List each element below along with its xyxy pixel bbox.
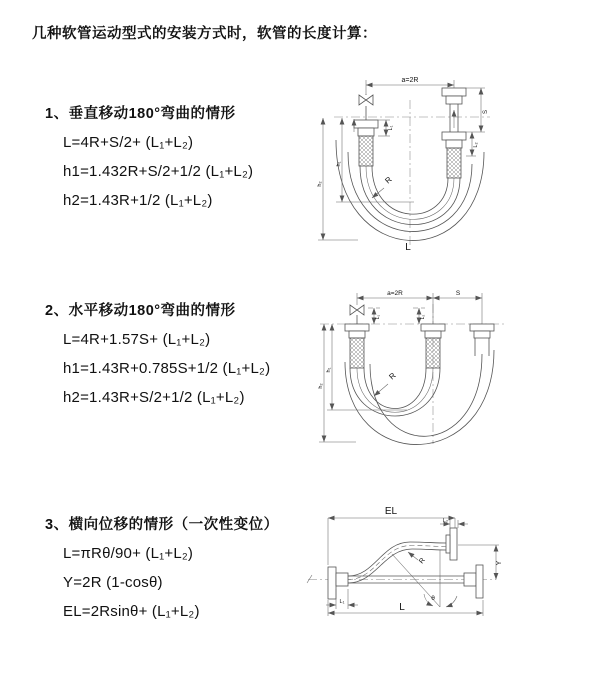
dimension-l1 bbox=[368, 308, 381, 324]
dim-l2-label: L₂ bbox=[420, 314, 426, 320]
formula-line: L=πRθ/90+ (L₁+L₂) bbox=[63, 545, 194, 562]
formula-line: h2=1.43R+S/2+1/2 (L₁+L₂) bbox=[63, 389, 245, 406]
dimension-stroke bbox=[466, 88, 489, 132]
formula-line: h2=1.43R+1/2 (L₁+L₂) bbox=[63, 192, 213, 209]
dimension-length bbox=[328, 600, 483, 616]
flange-fitting bbox=[470, 324, 494, 356]
dim-span-label: a=2R bbox=[387, 290, 403, 297]
dim-h2-label: h₂ bbox=[317, 181, 323, 187]
section-2 bbox=[45, 301, 270, 408]
dimension-h2 bbox=[317, 118, 358, 240]
dim-stroke-label: S bbox=[483, 109, 489, 115]
dim-l1-label: L₁ bbox=[388, 125, 394, 131]
diagram-lateral-displacement bbox=[300, 497, 600, 655]
formula-line: h1=1.432R+S/2+1/2 (L₁+L₂) bbox=[63, 163, 254, 180]
formula-line: L=4R+S/2+ (L₁+L₂) bbox=[63, 134, 194, 151]
section-2-heading: 2、水平移动180°弯曲的情形 bbox=[45, 303, 236, 319]
radius-label: R bbox=[387, 370, 398, 382]
flange-fitting bbox=[421, 324, 445, 338]
section-1 bbox=[45, 104, 253, 211]
formula-line: L=4R+1.57S+ (L₁+L₂) bbox=[63, 331, 211, 348]
dim-h1-label: h₁ bbox=[326, 367, 332, 373]
dimension-h1 bbox=[336, 118, 414, 202]
centerline-break-mark bbox=[307, 575, 312, 583]
section-3-heading: 3、横向位移的情形（一次性变位） bbox=[45, 517, 279, 533]
diagram-vertical-180-bend bbox=[314, 72, 590, 256]
flange-fitting bbox=[345, 324, 369, 338]
dim-l2-label: L₂ bbox=[473, 142, 479, 148]
dim-h2-label: h₂ bbox=[318, 383, 324, 389]
length-label: L bbox=[405, 242, 411, 253]
dimension-stroke bbox=[433, 290, 482, 298]
flange-fitting bbox=[354, 120, 378, 136]
diagram-horizontal-180-bend bbox=[312, 284, 600, 456]
dim-length-label: L bbox=[399, 602, 405, 613]
valve-icon bbox=[359, 94, 373, 120]
braided-hose-segment bbox=[350, 338, 364, 368]
angle-theta bbox=[392, 550, 457, 607]
dimension-l1 bbox=[378, 120, 394, 136]
flange-displaced bbox=[446, 528, 457, 560]
dimension-span bbox=[366, 77, 454, 94]
flange-left bbox=[328, 567, 348, 599]
formula-line: Y=2R (1-cosθ) bbox=[63, 574, 163, 591]
valve-icon bbox=[350, 305, 364, 324]
radius-callout bbox=[374, 371, 398, 396]
radius-label: R bbox=[418, 556, 427, 566]
formula-line: h1=1.43R+0.785S+1/2 (L₁+L₂) bbox=[63, 360, 271, 377]
dim-span-label: a=2R bbox=[401, 77, 419, 84]
dim-y-label: Y bbox=[496, 560, 503, 566]
dim-l2-label: L₂ bbox=[442, 518, 448, 524]
braided-hose-segment bbox=[447, 148, 461, 178]
dim-l1-label: L₁ bbox=[339, 599, 345, 605]
dimension-h1 bbox=[326, 324, 407, 410]
section-3 bbox=[45, 515, 279, 622]
section-1-heading: 1、垂直移动180°弯曲的情形 bbox=[45, 106, 236, 122]
dim-h1-label: h₁ bbox=[336, 161, 342, 167]
radius-callout bbox=[408, 552, 427, 565]
dimension-l2 bbox=[466, 132, 479, 156]
radius-label: R bbox=[383, 174, 394, 186]
dimension-l2 bbox=[413, 308, 426, 324]
hose-s-curve bbox=[348, 542, 446, 583]
braided-hose-segment bbox=[359, 136, 373, 166]
dimension-l2 bbox=[440, 518, 468, 528]
dim-el-label: EL bbox=[384, 506, 398, 517]
formula-line: EL=2Rsinθ+ (L₁+L₂) bbox=[63, 603, 200, 620]
dim-l1-label: L₁ bbox=[375, 314, 381, 320]
dim-stroke-label: S bbox=[455, 290, 461, 297]
dim-theta-label: θ bbox=[431, 595, 435, 602]
braided-hose-segment bbox=[426, 338, 440, 368]
page-title: 几种软管运动型式的安装方式时，软管的长度计算： bbox=[32, 26, 377, 42]
hose-u-bend bbox=[345, 350, 494, 445]
flange-right bbox=[464, 565, 483, 598]
